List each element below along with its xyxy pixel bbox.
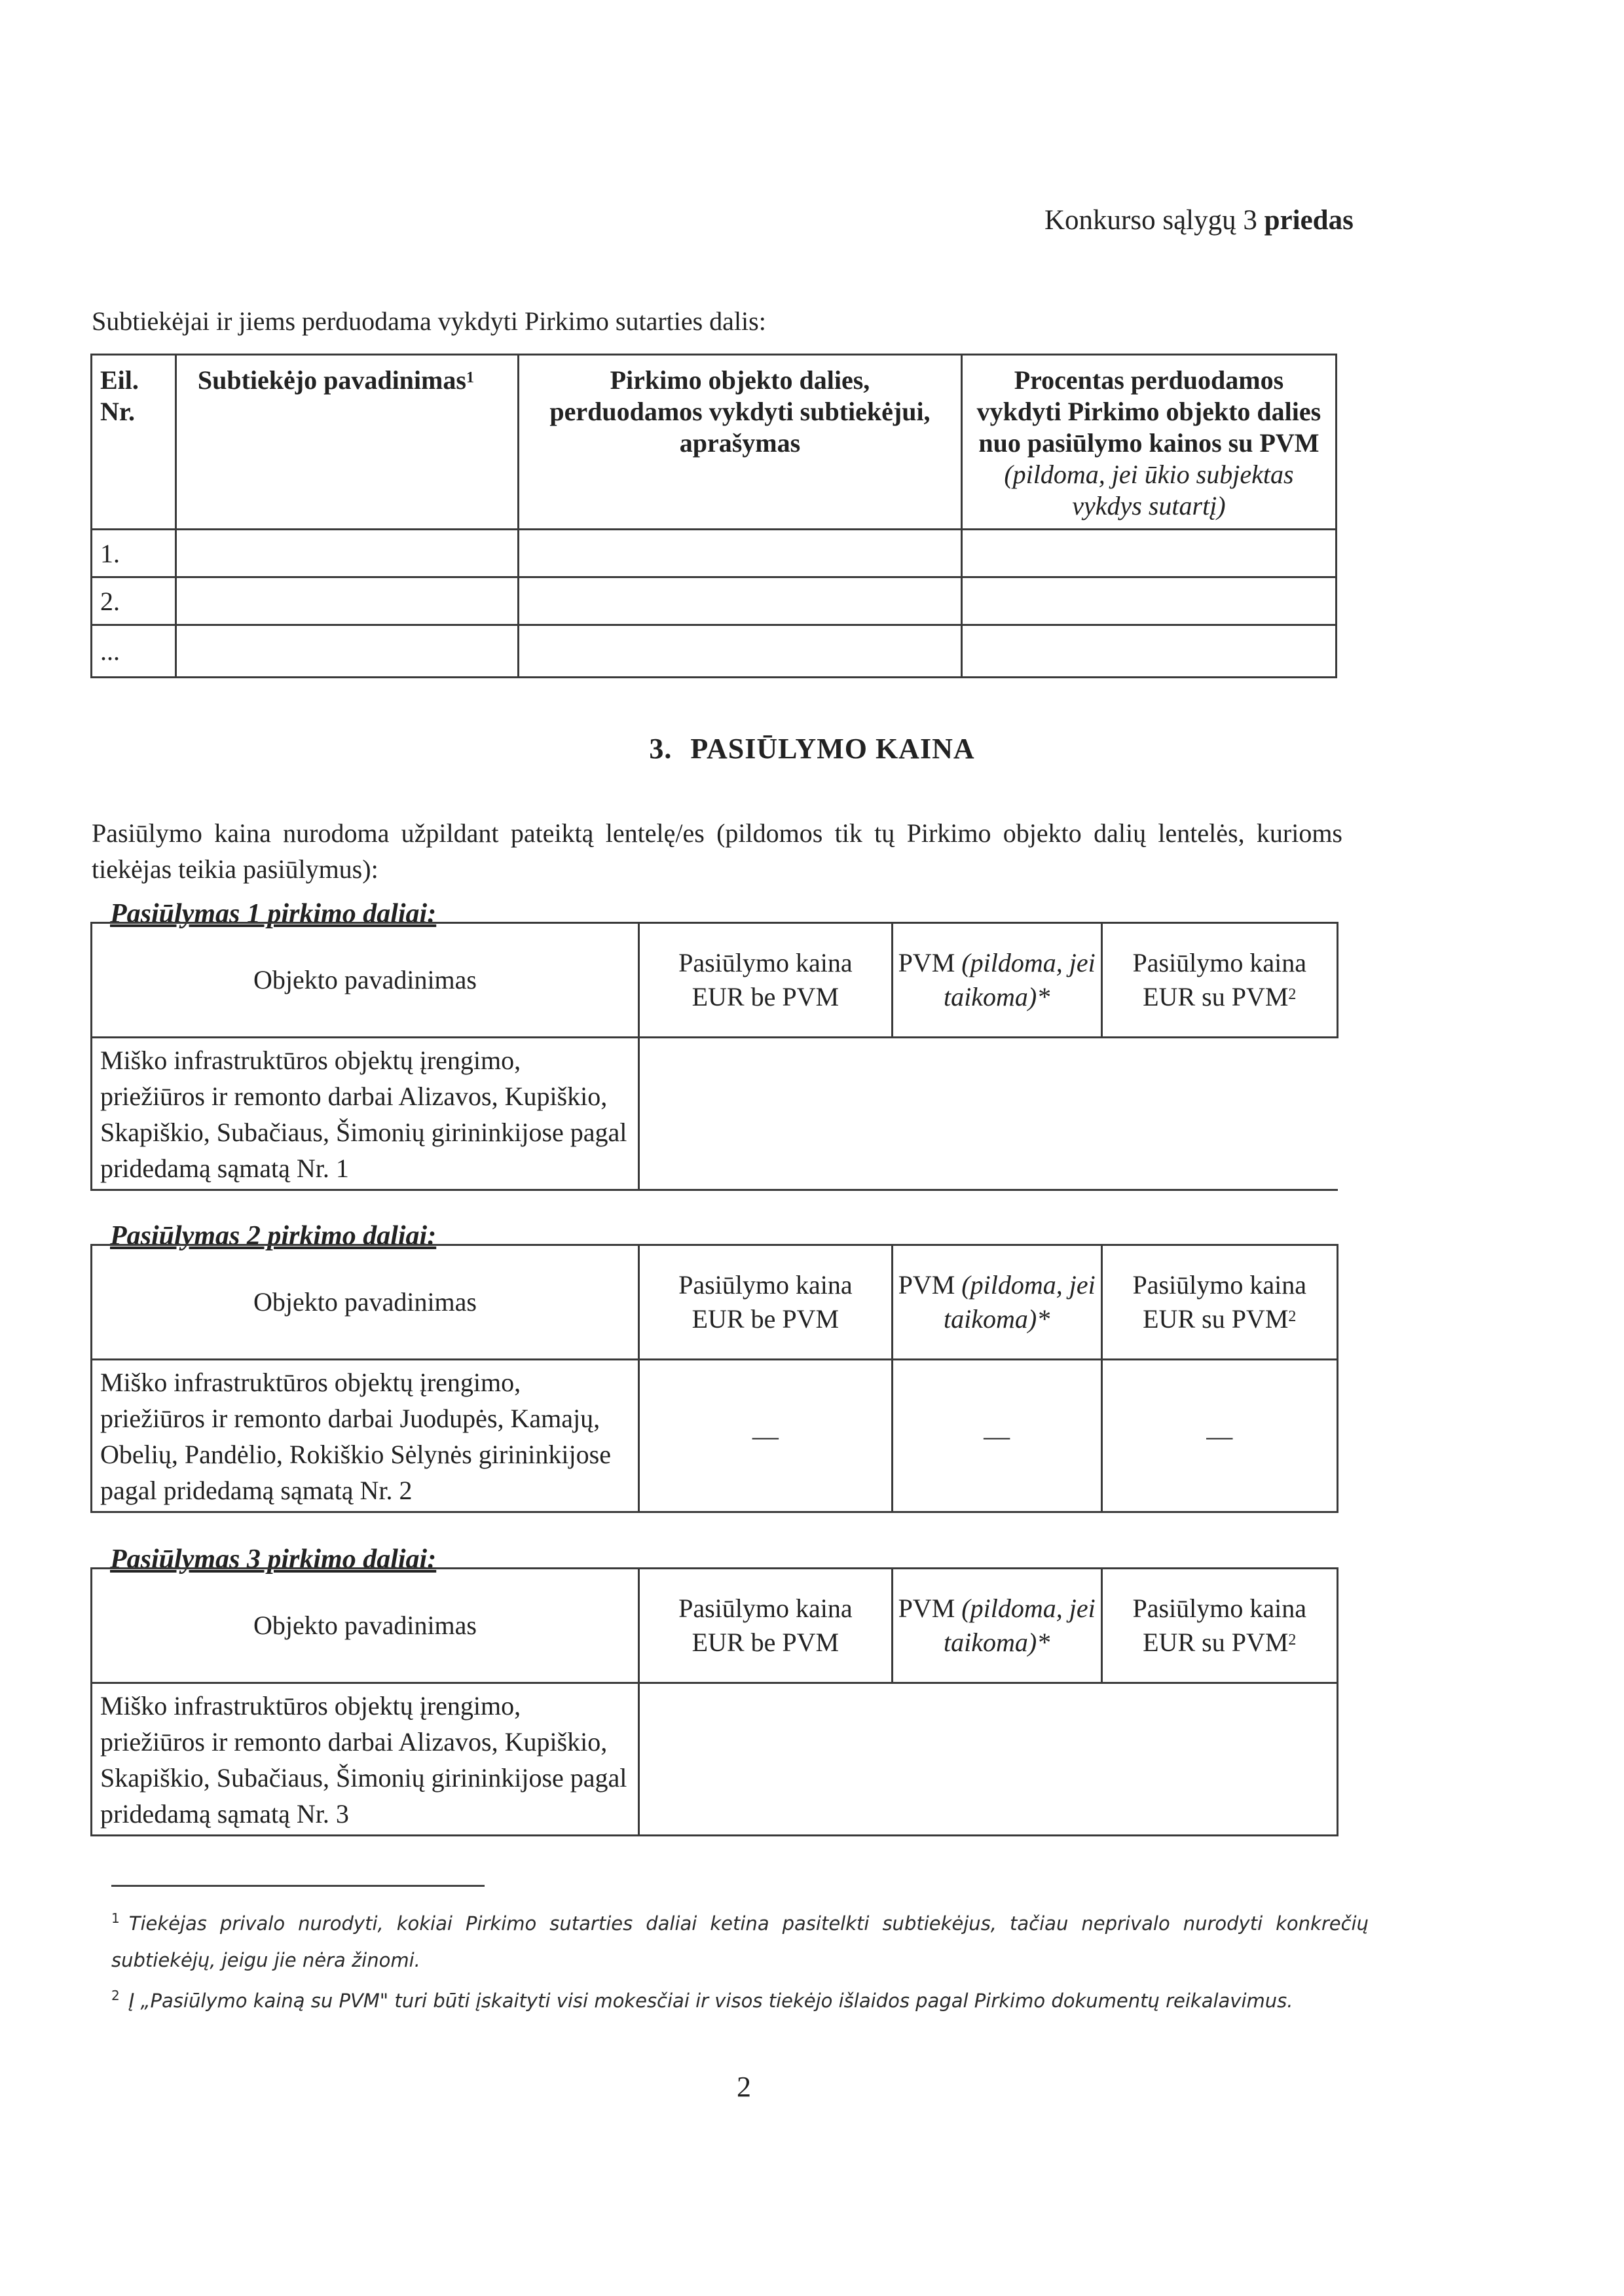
offer-3-table <box>90 1567 1338 1836</box>
header-row-number-line2: Nr. <box>100 397 135 426</box>
header-price-without-vat: Pasiūlymo kaina EUR be PVM <box>638 923 892 1038</box>
offer-row <box>92 1683 1338 1836</box>
offer-header-row <box>92 1569 1338 1683</box>
offer-row <box>92 1360 1338 1512</box>
header-price-without-vat: Pasiūlymo kaina EUR be PVM <box>638 1569 892 1683</box>
footnote-2-text: Į „Pasiūlymo kainą su PVM" turi būti įskaityti visi mokesčiai ir visos tiekėjo išlaidos pagal Pirkimo dokumentų reikalavimus. <box>128 1990 1293 2012</box>
header-object-name: Objekto pavadinimas <box>92 1569 639 1683</box>
part-description-cell[interactable] <box>519 577 962 625</box>
footnote-1 <box>111 1905 1369 1978</box>
header-vat <box>892 1245 1101 1360</box>
header-percent-italic: (pildoma, jei ūkio subjektas vykdys sutartį) <box>1004 460 1294 520</box>
footnote-2-mark: 2 <box>111 1988 120 2003</box>
footnote-2 <box>111 1982 1369 2019</box>
part-description-cell[interactable] <box>519 625 962 678</box>
header-price-with-vat <box>1101 1245 1337 1360</box>
offer-header-row <box>92 1245 1338 1360</box>
table-row <box>92 577 1337 625</box>
section-number: 3. <box>649 733 673 765</box>
header-percent-bold: Procentas perduodamos vykdyti Pirkimo objekto dalies nuo pasiūlymo kainos su PVM <box>976 365 1321 458</box>
header-price-with-vat-text: Pasiūlymo kaina EUR su PVM <box>1132 948 1307 1011</box>
header-price-with-vat <box>1101 1569 1337 1683</box>
offer-header-row <box>92 923 1338 1038</box>
offer-3-label: Pasiūlymas 3 pirkimo daliai: <box>110 1544 437 1575</box>
part-description-cell[interactable] <box>519 530 962 577</box>
vat-cell[interactable] <box>892 1038 1101 1190</box>
header-vat-prefix: PVM <box>898 1270 955 1300</box>
header-part-description: Pirkimo objekto dalies, perduodamos vykdyti subtiekėjui, aprašymas <box>519 355 962 530</box>
header-price-without-vat: Pasiūlymo kaina EUR be PVM <box>638 1245 892 1360</box>
object-name-cell: Miško infrastruktūros objektų įrengimo, priežiūros ir remonto darbai Alizavos, Kupiškio, Skapiškio, Subačiaus, Šimonių girininkijose pagal pridedamą sąmatą Nr. 3 <box>92 1683 639 1836</box>
row-number: ... <box>92 625 176 678</box>
header-percent <box>961 355 1336 530</box>
table-row <box>92 530 1337 577</box>
vat-cell[interactable]: — <box>892 1360 1101 1512</box>
price-without-vat-cell[interactable] <box>638 1038 892 1190</box>
subcontractor-name-cell[interactable] <box>175 625 518 678</box>
percent-cell[interactable] <box>961 625 1336 678</box>
annex-title <box>1044 204 1354 236</box>
footnote-separator <box>111 1885 485 1887</box>
section-title-text: PASIŪLYMO KAINA <box>690 733 975 765</box>
footnote-ref-1: 1 <box>466 369 474 386</box>
price-without-vat-cell[interactable] <box>638 1683 892 1836</box>
subcontractors-intro: Subtiekėjai ir jiems perduodama vykdyti Pirkimo sutarties dalis: <box>92 306 766 336</box>
percent-cell[interactable] <box>961 577 1336 625</box>
price-with-vat-cell[interactable]: — <box>1101 1360 1337 1512</box>
table-row <box>92 625 1337 678</box>
row-number: 1. <box>92 530 176 577</box>
footnote-ref-2: 2 <box>1288 1308 1297 1325</box>
header-price-with-vat-text: Pasiūlymo kaina EUR su PVM <box>1132 1594 1307 1657</box>
footnote-ref-2: 2 <box>1288 986 1297 1003</box>
object-name-cell: Miško infrastruktūros objektų įrengimo, priežiūros ir remonto darbai Alizavos, Kupiškio, Skapiškio, Subačiaus, Šimonių girininkijose pagal pridedamą sąmatą Nr. 1 <box>92 1038 639 1190</box>
section-title <box>0 732 1624 765</box>
header-object-name: Objekto pavadinimas <box>92 923 639 1038</box>
header-vat-prefix: PVM <box>898 1594 955 1623</box>
percent-cell[interactable] <box>961 530 1336 577</box>
header-vat <box>892 923 1101 1038</box>
annex-title-prefix: Konkurso sąlygų 3 <box>1044 205 1257 236</box>
page-number: 2 <box>737 2071 751 2103</box>
offer-row <box>92 1038 1338 1190</box>
footnotes <box>111 1905 1369 2023</box>
header-vat-italic: (pildoma, jei taikoma)* <box>944 948 1096 1011</box>
offer-1-table <box>90 922 1338 1191</box>
object-name-cell: Miško infrastruktūros objektų įrengimo, priežiūros ir remonto darbai Juodupės, Kamajų, Obelių, Pandėlio, Rokiškio Sėlynės girininkijose pagal pridedamą sąmatą Nr. 2 <box>92 1360 639 1512</box>
subcontractor-name-cell[interactable] <box>175 577 518 625</box>
annex-title-bold: priedas <box>1264 205 1354 236</box>
subcontractor-name-cell[interactable] <box>175 530 518 577</box>
header-price-with-vat-text: Pasiūlymo kaina EUR su PVM <box>1132 1270 1307 1334</box>
footnote-1-text: Tiekėjas privalo nurodyti, kokiai Pirkimo sutarties daliai ketina pasitelkti subtiekėjus, tačiau neprivalo nurodyti konkrečių subtiekėjų, jeigu jie nėra žinomi. <box>111 1912 1369 1971</box>
vat-cell[interactable] <box>892 1683 1101 1836</box>
footnote-ref-2: 2 <box>1288 1631 1297 1649</box>
price-without-vat-cell[interactable]: — <box>638 1360 892 1512</box>
footnote-1-mark: 1 <box>111 1910 120 1926</box>
header-vat-italic: (pildoma, jei taikoma)* <box>944 1594 1096 1657</box>
header-object-name: Objekto pavadinimas <box>92 1245 639 1360</box>
subcontractors-table <box>90 354 1337 678</box>
header-price-with-vat <box>1101 923 1337 1038</box>
subcontractors-header-row <box>92 355 1337 530</box>
header-vat-prefix: PVM <box>898 948 955 977</box>
offer-2-table <box>90 1244 1338 1513</box>
price-with-vat-cell[interactable] <box>1101 1683 1337 1836</box>
section-paragraph: Pasiūlymo kaina nurodoma užpildant pateiktą lentelę/es (pildomos tik tų Pirkimo objekto dalių lentelės, kurioms tiekėjas teikia pasiūlymus): <box>92 818 1342 884</box>
offer-2-label: Pasiūlymas 2 pirkimo daliai: <box>110 1221 437 1251</box>
header-subcontractor-name-text: Subtiekėjo pavadinimas <box>197 365 466 395</box>
offer-1-label: Pasiūlymas 1 pirkimo daliai: <box>110 899 437 929</box>
price-with-vat-cell[interactable] <box>1101 1038 1337 1190</box>
row-number: 2. <box>92 577 176 625</box>
header-vat <box>892 1569 1101 1683</box>
header-row-number <box>92 355 176 530</box>
header-subcontractor-name <box>175 355 518 530</box>
header-row-number-line1: Eil. <box>100 365 139 395</box>
header-vat-italic: (pildoma, jei taikoma)* <box>944 1270 1096 1334</box>
